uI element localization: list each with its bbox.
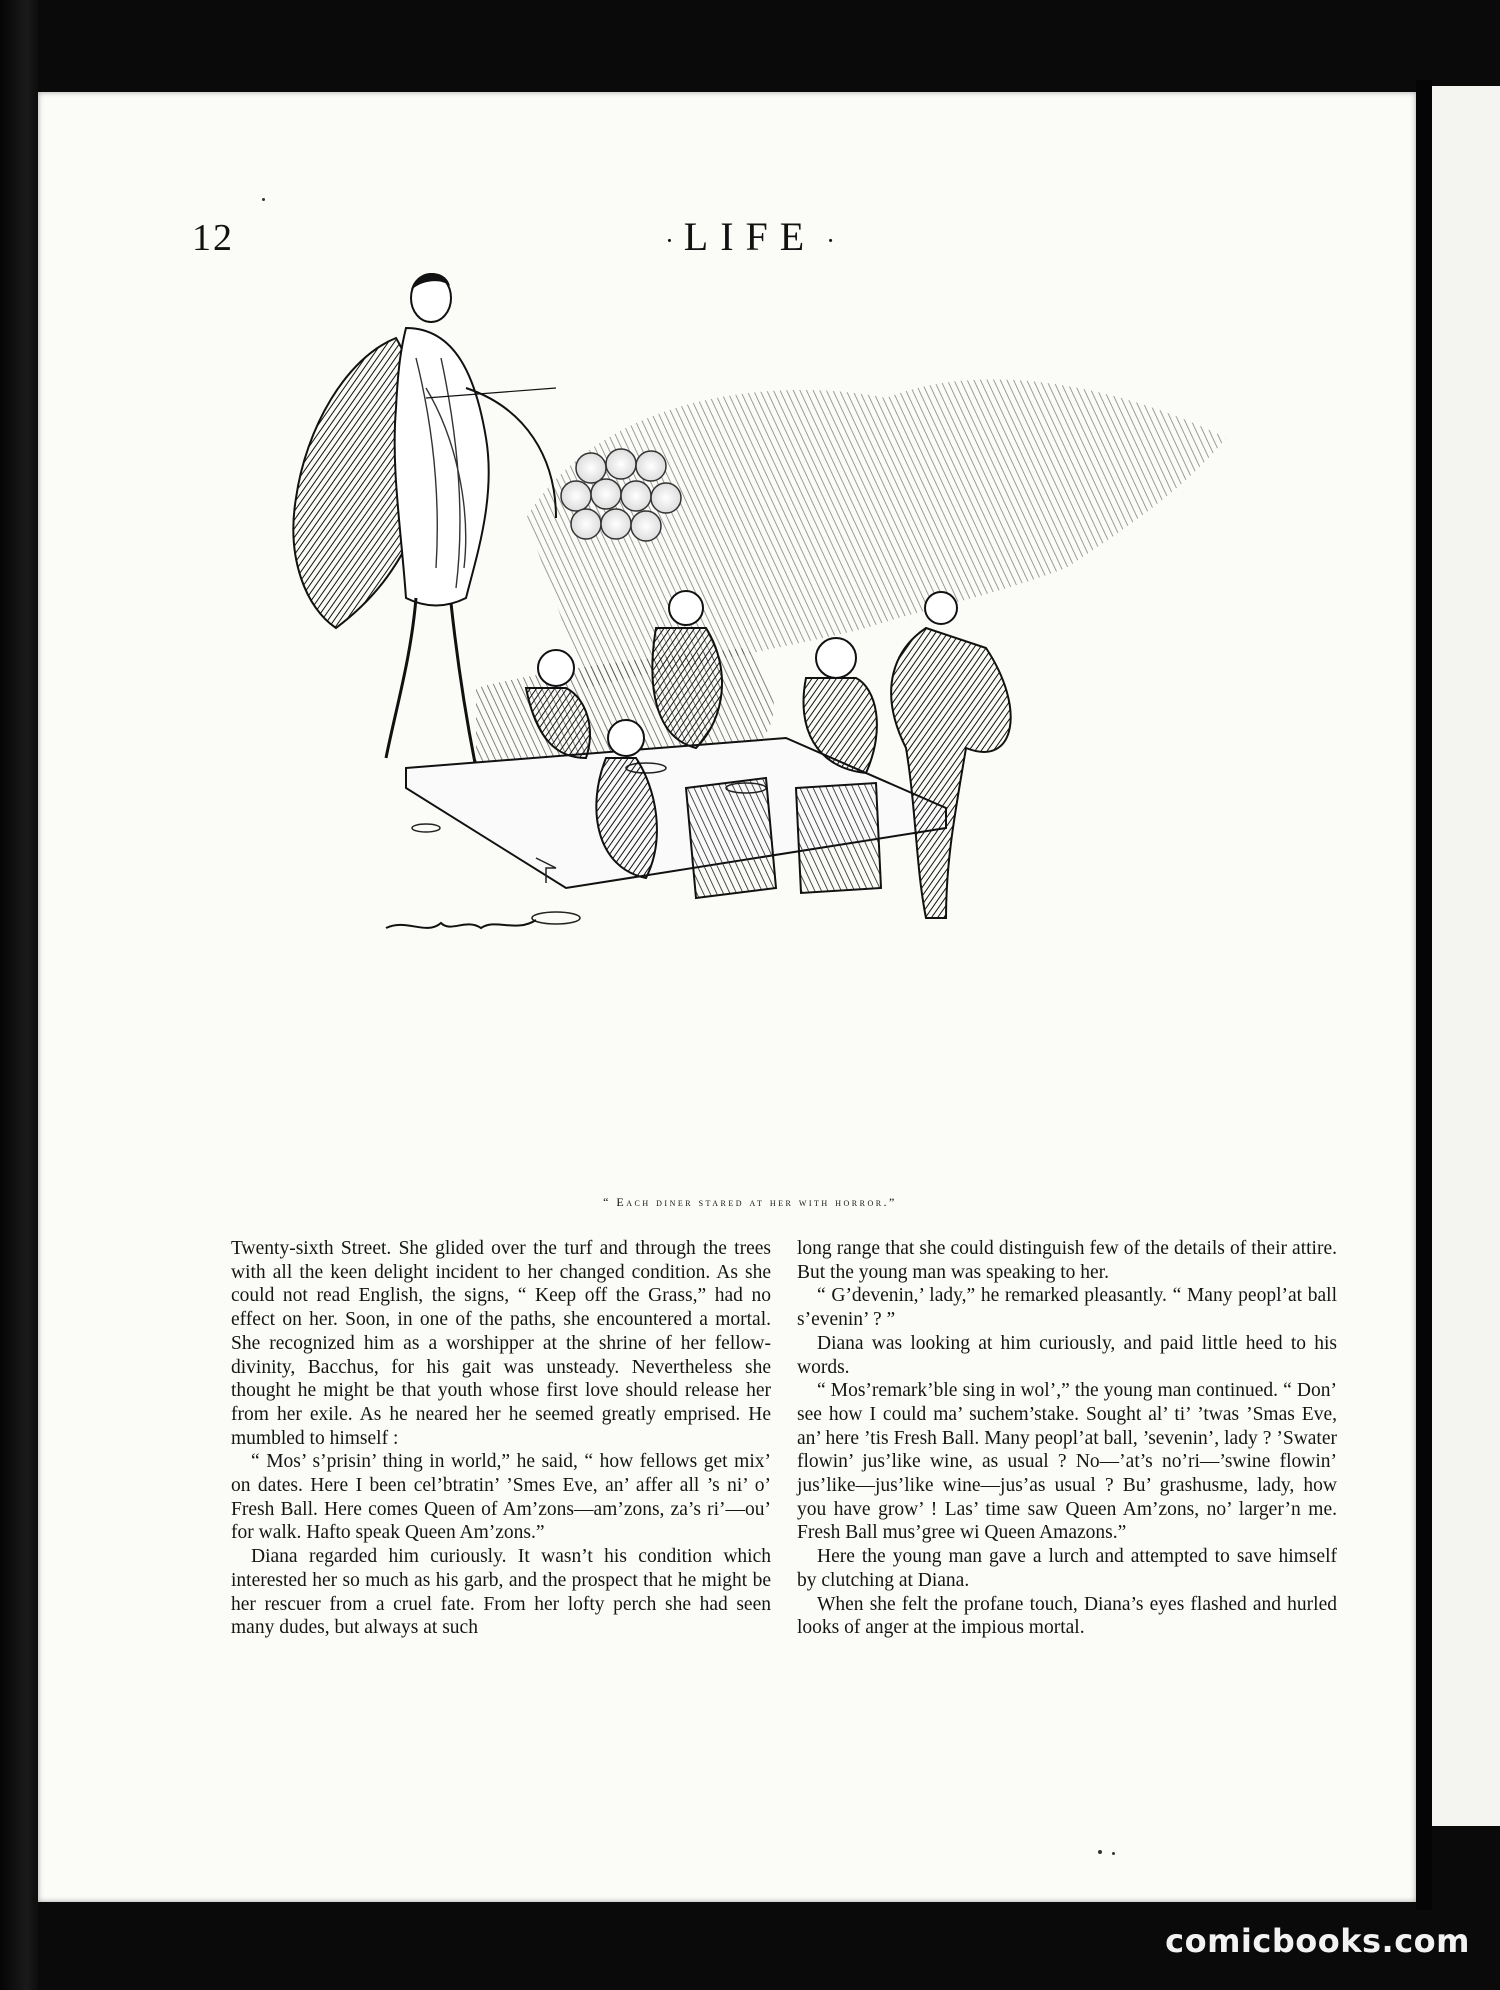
masthead-dot-left: · (665, 225, 674, 255)
artist-signature (386, 920, 536, 928)
paragraph: Diana regarded him curiously. It wasn’t his condition which interested her so much as his garb, and the prospect that he might be her rescuer from a cruel fate. From her lofty perch she had seen many dudes, but always at such (231, 1546, 771, 1639)
diana-robe (395, 328, 489, 606)
adjacent-page-edge (1432, 86, 1500, 1826)
paragraph: long range that she could distinguish few of the details of their attire. But the young man was speaking to her. (797, 1238, 1337, 1283)
masthead-dot-right: · (826, 225, 835, 255)
print-speck (1112, 1852, 1115, 1855)
print-speck (1098, 1850, 1102, 1854)
site-watermark: comicbooks.com (1165, 1922, 1470, 1960)
scan-edge-left (0, 0, 38, 1990)
text-column-right (797, 1237, 1337, 1640)
page-gutter (1416, 80, 1432, 1910)
paragraph: Twenty-sixth Street. She glided over the turf and through the trees with all the keen delight incident to her changed condition. As she could not read English, the signs, “ Keep off the Grass,” had no effect on her. Soon, in one of the paths, she encountered a mortal. She recognized him as a worshipper at the shrine of her fellow-divinity, Bacchus, for his gait was unsteady. Nevertheless she thought he might be that youth whose first love should release her from her exile. As he neared her he seemed greatly emprised. He mumbled to himself : (231, 1238, 771, 1449)
text-column-left (231, 1237, 771, 1640)
paragraph: Diana was looking at him curiously, and paid little heed to his words. (797, 1332, 1337, 1378)
smoke-cloud (526, 379, 1226, 688)
paragraph: “ Mos’ s’prisin’ thing in world,” he said, “ how fellows get mix’ on dates. Here I been cel’btratin’ ’Smes Eve, an’ affer all ’s ni’ o’ Fresh Ball. Here comes Queen of Am’zons—am’zons, za’s ri’—ou’ for walk. Hafto speak Queen Am’zons.” (231, 1451, 771, 1544)
print-speck (262, 198, 265, 201)
diana-legs (386, 598, 476, 768)
illustration-caption: “ Each diner stared at her with horror.” (603, 1195, 897, 1209)
paragraph: Here the young man gave a lurch and attempted to save himself by clutching at Diana. (797, 1546, 1337, 1591)
magazine-title: LIFE (683, 214, 817, 259)
engraving-illustration (226, 268, 1324, 1198)
masthead (0, 213, 1500, 260)
page-number: 12 (192, 217, 234, 259)
paragraph: When she felt the profane touch, Diana’s eyes flashed and hurled looks of anger at the impious mortal. (797, 1593, 1337, 1639)
paragraph: “ Mos’remark’ble sing in wol’,” the young man continued. “ Don’ see how I could ma’ suchem’stake. Sought al’ ti’ ’twas ’Smas Eve, an’ here ’tis Fresh Ball. Many peopl’at ball, ’sevenin’, lady ? ’Swater flowin’ jus’like wine, as usual ? No—’at’s no’ri—’swine flowin’ jus’like—jus’like wine—jus’as usual ? Bu’ grashusme, lady, how you have grow’ ! Las’ time saw Queen Am’zons, no’ larger’n me. Fresh Ball mus’gree wi Queen Amazons.” (797, 1380, 1337, 1544)
paragraph: “ G’devenin,’ lady,” he remarked pleasantly. “ Many peopl’at ball s’evenin’ ? ” (797, 1285, 1337, 1331)
